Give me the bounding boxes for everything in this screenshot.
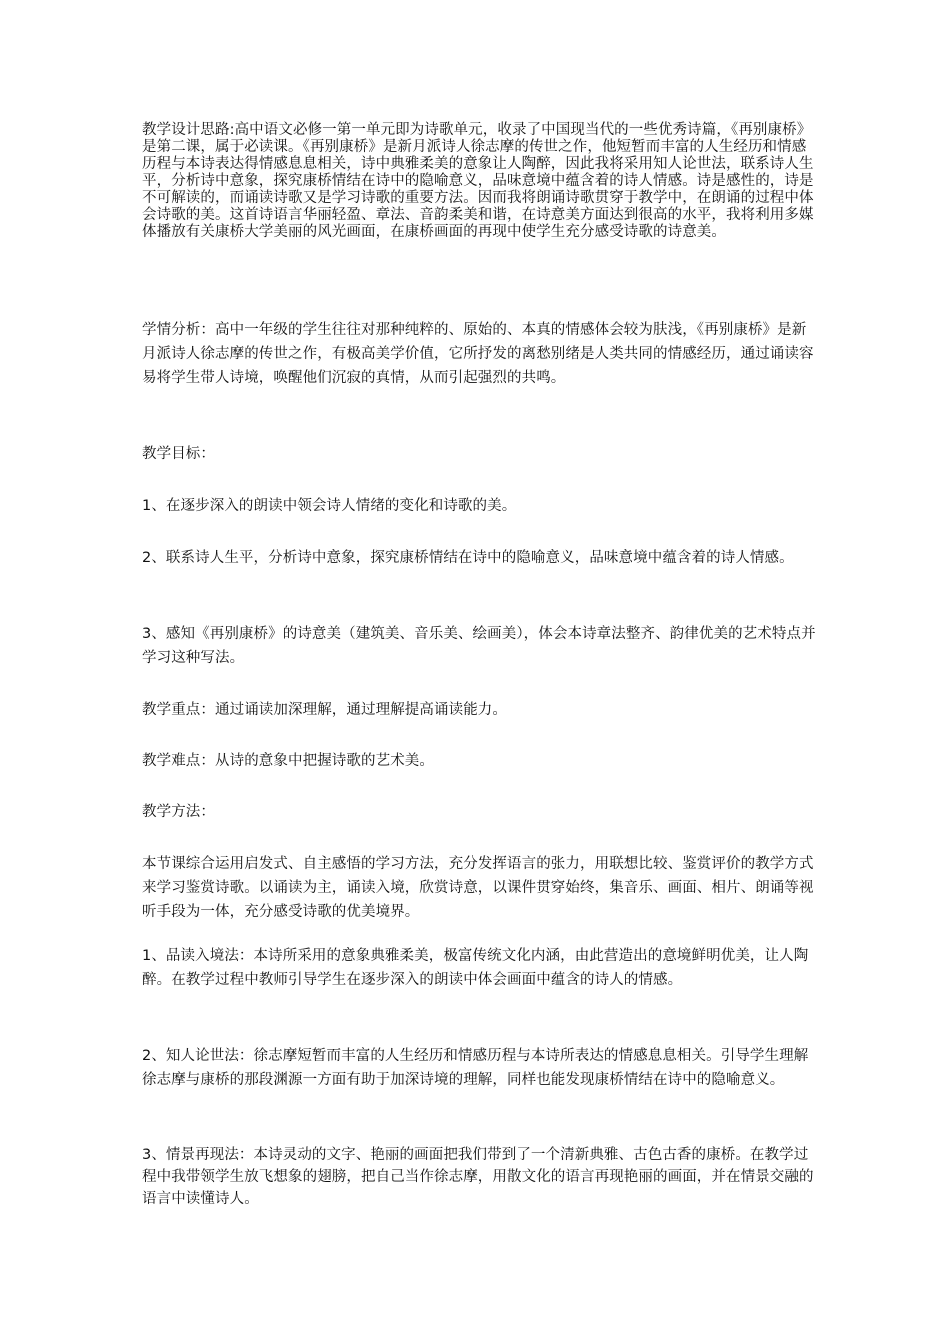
teaching-method-intro: 本节课综合运用启发式、自主感悟的学习方法，充分发挥语言的张力，用联想比较、鉴赏评价的教学方式来学习鉴赏诗歌。以诵读为主，诵读入境，欣赏诗意，以课件贯穿始终，集音乐、画面、相片、朗诵等视听手段为一体，充分感受诗歌的优美境界。	[142, 856, 814, 920]
teaching-method-heading: 教学方法：	[142, 804, 215, 820]
student-analysis-paragraph: 学情分析：高中一年级的学生往往对那种纯粹的、原始的、本真的情感体会较为肤浅，《再别康桥》是新月派诗人徐志摩的传世之作，有极高美学价值，它所抒发的离愁别绪是人类共同的情感经历，通过诵读容易将学生带人诗境，唤醒他们沉寂的真情，从而引起强烈的共鸣。	[142, 322, 814, 386]
method-item-2: 2、知人论世法：徐志摩短暂而丰富的人生经历和情感历程与本诗所表达的情感息息相关。引导学生理解徐志摩与康桥的那段渊源一方面有助于加深诗境的理解，同样也能发现康桥情结在诗中的隐喻意义。	[142, 1048, 809, 1088]
teaching-goal-3: 3、感知《再别康桥》的诗意美（建筑美、音乐美、绘画美），体会本诗章法整齐、韵律优美的艺术特点并学习这种写法。	[142, 626, 816, 666]
teaching-goal-1: 1、在逐步深入的朗读中领会诗人情绪的变化和诗歌的美。	[142, 498, 517, 514]
teaching-goals-heading: 教学目标：	[142, 446, 215, 462]
teaching-goal-2: 2、联系诗人生平，分析诗中意象，探究康桥情结在诗中的隐喻意义，品味意境中蕴含着的诗人情感。	[142, 550, 794, 566]
design-idea-paragraph: 教学设计思路:高中语文必修一第一单元即为诗歌单元，收录了中国现当代的一些优秀诗篇，《再别康桥》是第二课，属于必读课。《再别康桥》是新月派诗人徐志摩的传世之作，他短暂而丰富的人生经历和情感历程与本诗表达得情感息息相关，诗中典雅柔美的意象让人陶醉，因此我将采用知人论世法，联系诗人生平，分析诗中意象，探究康桥情结在诗中的隐喻意义，品味意境中蕴含着的诗人情感。诗是感性的，诗是不可解读的，而诵读诗歌又是学习诗歌的重要方法。因而我将朗诵诗歌贯穿于教学中，在朗诵的过程中体会诗歌的美。这首诗语言华丽轻盈、章法、音韵柔美和谐，在诗意美方面达到很高的水平，我将利用多媒体播放有关康桥大学美丽的风光画面，在康桥画面的再现中使学生充分感受诗歌的诗意美。	[142, 122, 814, 240]
method-item-3: 3、情景再现法：本诗灵动的文字、艳丽的画面把我们带到了一个清新典雅、古色古香的康桥。在教学过程中我带领学生放飞想象的翅膀，把自己当作徐志摩，用散文化的语言再现艳丽的画面，并在情景交融的语言中读懂诗人。	[142, 1147, 814, 1207]
key-point-paragraph: 教学重点：通过诵读加深理解，通过理解提高诵读能力。	[142, 702, 507, 718]
method-item-1: 1、品读入境法：本诗所采用的意象典雅柔美，极富传统文化内涵，由此营造出的意境鲜明优美，让人陶醉。在教学过程中教师引导学生在逐步深入的朗读中体会画面中蕴含的诗人的情感。	[142, 948, 809, 988]
difficulty-paragraph: 教学难点：从诗的意象中把握诗歌的艺术美。	[142, 753, 434, 769]
